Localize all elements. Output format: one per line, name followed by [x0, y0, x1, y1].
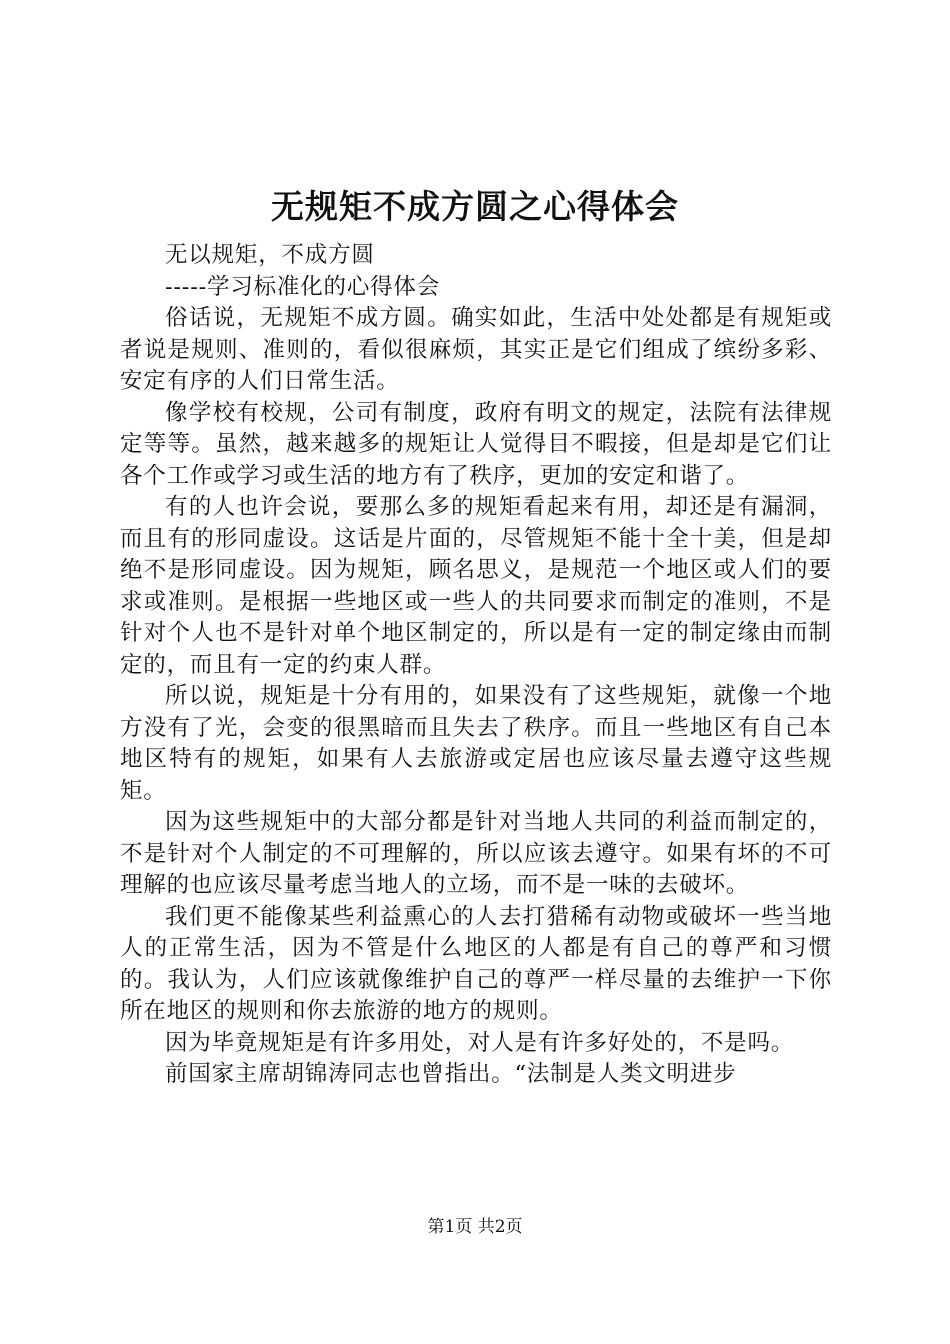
paragraph: 像学校有校规，公司有制度，政府有明文的规定，法院有法律规定等等。虽然，越来越多的规矩让人觉得目不暇接，但是却是它们让各个工作或学习或生活的地方有了秩序，更加的安定和谐了。 — [120, 399, 832, 489]
paragraph: 我们更不能像某些利益熏心的人去打猎稀有动物或破坏一些当地人的正常生活，因为不管是什么地区的人都是有自己的尊严和习惯的。我认为，人们应该就像维护自己的尊严一样尽量的去维护一下你所在地区的规则和你去旅游的地方的规则。 — [120, 903, 832, 1024]
paragraph: 前国家主席胡锦涛同志也曾指出。“法制是人类文明进步 — [165, 1061, 737, 1087]
page-footer: 第1页 共2页 — [427, 1217, 523, 1237]
document-body — [120, 240, 832, 1091]
paragraph: 俗话说，无规矩不成方圆。确实如此，生活中处处都是有规矩或者说是规则、准则的，看似很麻烦，其实正是它们组成了缤纷多彩、安定有序的人们日常生活。 — [120, 305, 832, 394]
paragraph: 所以说，规矩是十分有用的，如果没有了这些规矩，就像一个地方没有了光，会变的很黑暗而且失去了秩序。而且一些地区有自己本地区特有的规矩，如果有人去旅游或定居也应该尽量去遵守这些规矩。 — [120, 683, 832, 804]
subtitle-line: -----学习标准化的心得体会 — [165, 273, 441, 300]
subtitle-line: 无以规矩，不成方圆 — [165, 242, 375, 268]
paragraph: 因为这些规矩中的大部分都是针对当地人共同的利益而制定的，不是针对个人制定的不可理解的，所以应该去遵守。如果有坏的不可理解的也应该尽量考虑当地人的立场，而不是一味的去破坏。 — [120, 809, 832, 898]
paragraph: 有的人也许会说，要那么多的规矩看起来有用，却还是有漏洞，而且有的形同虚设。这话是片面的，尽管规矩不能十全十美，但是却绝不是形同虚设。因为规矩，顾名思义，是规范一个地区或人们的要求或准则。是根据一些地区或一些人的共同要求而制定的准则，不是针对个人也不是针对单个地区制定的，所以是有一定的制定缘由而制定的，而且有一定的约束人群。 — [120, 494, 832, 678]
document-title: 无规矩不成方圆之心得体会 — [271, 187, 679, 226]
paragraph: 因为毕竟规矩是有许多用处，对人是有许多好处的，不是吗。 — [165, 1029, 795, 1056]
